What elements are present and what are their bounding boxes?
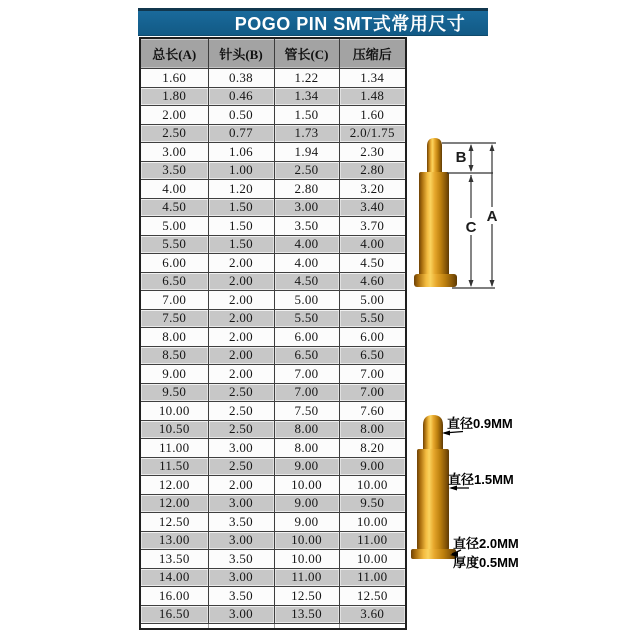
table-cell: 2.00 <box>208 309 274 328</box>
table-row <box>140 69 406 88</box>
table-row <box>140 124 406 143</box>
table-cell: 4.60 <box>339 272 406 291</box>
table-cell: 3.50 <box>208 550 274 569</box>
pin-plunger <box>427 138 442 176</box>
table-row <box>140 439 406 458</box>
table-cell: 4.00 <box>140 180 208 199</box>
table-cell: 1.60 <box>339 106 406 125</box>
table-cell: 0.50 <box>208 106 274 125</box>
table-row <box>140 531 406 550</box>
table-cell: 5.50 <box>140 235 208 254</box>
table-cell: 1.20 <box>208 180 274 199</box>
table-cell: 9.00 <box>274 494 339 513</box>
table-row <box>140 457 406 476</box>
table-cell: 1.34 <box>274 87 339 106</box>
table-cell: 1.22 <box>274 69 339 88</box>
table-row <box>140 272 406 291</box>
table-cell: 7.60 <box>339 402 406 421</box>
table-cell: 3.00 <box>208 605 274 624</box>
table-cell: 9.00 <box>140 365 208 384</box>
table-cell: 3.50 <box>274 217 339 236</box>
table-cell: 3.50 <box>208 587 274 606</box>
table-cell: 11.00 <box>339 568 406 587</box>
col-header-tube-length: 管长(C) <box>274 38 339 69</box>
col-header-compressed: 压缩后 <box>339 38 406 69</box>
table-cell: 6.50 <box>274 346 339 365</box>
table-cell: 1.00 <box>208 161 274 180</box>
table-cell: 2.00 <box>208 272 274 291</box>
table-cell: 1.50 <box>208 198 274 217</box>
table-cell: 4.50 <box>140 198 208 217</box>
table-row <box>140 605 406 624</box>
table-cell: 0.77 <box>208 124 274 143</box>
table-cell: 2.00 <box>208 254 274 273</box>
table-cell: 3.00 <box>208 494 274 513</box>
table-row <box>140 550 406 569</box>
tip-diameter-label: 直径0.9MM <box>447 416 513 431</box>
table-cell: 8.00 <box>274 439 339 458</box>
table-cell: 6.50 <box>339 346 406 365</box>
dimension-label-b: B <box>455 149 467 166</box>
table-cell: 7.00 <box>339 365 406 384</box>
table-cell: 3.60 <box>339 605 406 624</box>
table-cell: 10.00 <box>274 531 339 550</box>
table-cell: 12.50 <box>140 513 208 532</box>
table-row <box>140 513 406 532</box>
table-cell: 14.00 <box>140 568 208 587</box>
table-header-row <box>140 38 406 69</box>
pin-barrel <box>419 172 449 278</box>
table-cell: 3.00 <box>208 531 274 550</box>
pogo-pin-dimension-diagram <box>405 130 507 298</box>
table-cell: 10.50 <box>140 420 208 439</box>
table-row <box>140 235 406 254</box>
pin-flange <box>414 274 457 287</box>
table-cell: 4.00 <box>274 254 339 273</box>
table-cell: 11.00 <box>140 439 208 458</box>
table-cell: 5.50 <box>339 309 406 328</box>
table-cell: 6.50 <box>140 272 208 291</box>
table-cell: 8.00 <box>339 420 406 439</box>
pin-barrel <box>417 449 449 550</box>
flange-diameter-label: 直径2.0MM <box>453 536 519 551</box>
table-cell: 2.80 <box>339 161 406 180</box>
table-cell: 6.00 <box>339 328 406 347</box>
table-row <box>140 346 406 365</box>
table-cell: 12.00 <box>140 476 208 495</box>
table-row <box>140 106 406 125</box>
table-cell: 2.00 <box>208 346 274 365</box>
table-cell: 7.00 <box>274 365 339 384</box>
table-cell: 2.50 <box>208 420 274 439</box>
table-cell: 2.80 <box>274 180 339 199</box>
table-cell <box>208 624 274 630</box>
table-cell: 7.00 <box>140 291 208 310</box>
table-cell: 3.70 <box>339 217 406 236</box>
table-cell: 1.60 <box>140 69 208 88</box>
col-header-tip: 针头(B) <box>208 38 274 69</box>
table-row-stub <box>140 624 406 630</box>
spec-table <box>139 37 407 630</box>
flange-thickness-label: 厚度0.5MM <box>453 555 519 570</box>
table-cell: 2.00 <box>208 476 274 495</box>
table-row <box>140 217 406 236</box>
table-cell: 8.00 <box>140 328 208 347</box>
table-cell: 3.00 <box>274 198 339 217</box>
table-cell: 10.00 <box>339 476 406 495</box>
table-cell: 4.00 <box>339 235 406 254</box>
table-row <box>140 309 406 328</box>
table-cell: 4.50 <box>339 254 406 273</box>
table-cell: 10.00 <box>339 550 406 569</box>
table-cell: 8.20 <box>339 439 406 458</box>
table-cell: 6.00 <box>140 254 208 273</box>
table-row <box>140 587 406 606</box>
table-cell: 13.50 <box>140 550 208 569</box>
table-row <box>140 568 406 587</box>
table-cell: 3.00 <box>140 143 208 162</box>
pogo-pin-illustration <box>411 415 456 559</box>
table-cell: 1.80 <box>140 87 208 106</box>
table-cell: 9.00 <box>274 457 339 476</box>
table-cell: 9.50 <box>140 383 208 402</box>
table-cell: 7.50 <box>140 309 208 328</box>
table-cell: 2.00 <box>140 106 208 125</box>
table-row <box>140 420 406 439</box>
col-header-total-length: 总长(A) <box>140 38 208 69</box>
table-cell: 6.00 <box>274 328 339 347</box>
table-cell: 1.34 <box>339 69 406 88</box>
pogo-pin-illustration <box>414 138 457 287</box>
table-cell: 0.38 <box>208 69 274 88</box>
table-cell: 2.50 <box>140 124 208 143</box>
table-cell: 2.30 <box>339 143 406 162</box>
table-cell: 9.50 <box>339 494 406 513</box>
spec-table-body <box>140 69 406 630</box>
table-cell: 1.50 <box>208 235 274 254</box>
table-cell: 5.50 <box>274 309 339 328</box>
table-cell: 2.0/1.75 <box>339 124 406 143</box>
table-cell: 10.00 <box>274 476 339 495</box>
pin-flange <box>411 549 456 559</box>
table-cell: 12.50 <box>274 587 339 606</box>
table-cell: 11.00 <box>339 531 406 550</box>
table-cell: 2.00 <box>208 328 274 347</box>
table-cell: 2.00 <box>208 365 274 384</box>
table-cell: 5.00 <box>274 291 339 310</box>
table-row <box>140 476 406 495</box>
table-cell: 3.40 <box>339 198 406 217</box>
table-cell: 1.94 <box>274 143 339 162</box>
table-cell: 10.00 <box>339 513 406 532</box>
table-cell: 3.20 <box>339 180 406 199</box>
table-cell: 2.50 <box>208 402 274 421</box>
table-cell: 2.00 <box>208 291 274 310</box>
table-cell: 9.00 <box>274 513 339 532</box>
table-row <box>140 87 406 106</box>
table-row <box>140 328 406 347</box>
table-cell: 9.00 <box>339 457 406 476</box>
title-bar <box>138 8 488 36</box>
table-cell: 2.50 <box>208 383 274 402</box>
table-cell: 13.50 <box>274 605 339 624</box>
table-cell <box>274 624 339 630</box>
dimension-label-a: A <box>486 208 498 225</box>
table-cell: 4.50 <box>274 272 339 291</box>
table-cell: 7.00 <box>339 383 406 402</box>
table-cell: 5.00 <box>339 291 406 310</box>
table-row <box>140 254 406 273</box>
table-cell: 7.50 <box>274 402 339 421</box>
table-cell: 11.50 <box>140 457 208 476</box>
table-cell: 7.00 <box>274 383 339 402</box>
table-cell: 2.50 <box>274 161 339 180</box>
table-cell <box>140 624 208 630</box>
table-cell: 12.00 <box>140 494 208 513</box>
table-cell: 3.00 <box>208 568 274 587</box>
table-cell: 1.50 <box>274 106 339 125</box>
table-cell: 5.00 <box>140 217 208 236</box>
table-cell <box>339 624 406 630</box>
table-cell: 3.50 <box>208 513 274 532</box>
pin-plunger <box>423 415 443 452</box>
table-cell: 11.00 <box>274 568 339 587</box>
table-cell: 2.50 <box>208 457 274 476</box>
table-row <box>140 402 406 421</box>
table-row <box>140 291 406 310</box>
table-row <box>140 494 406 513</box>
table-cell: 3.50 <box>140 161 208 180</box>
page-title: POGO PIN SMT式常用尺寸 <box>234 14 466 34</box>
pogo-pin-diameter-diagram <box>405 406 523 576</box>
table-cell: 10.00 <box>274 550 339 569</box>
table-cell: 1.50 <box>208 217 274 236</box>
table-cell: 1.48 <box>339 87 406 106</box>
table-row <box>140 198 406 217</box>
table-row <box>140 383 406 402</box>
dimension-label-c: C <box>465 219 477 236</box>
barrel-diameter-label: 直径1.5MM <box>448 472 514 487</box>
table-cell: 4.00 <box>274 235 339 254</box>
table-cell: 10.00 <box>140 402 208 421</box>
table-row <box>140 161 406 180</box>
table-cell: 8.50 <box>140 346 208 365</box>
table-cell: 0.46 <box>208 87 274 106</box>
table-cell: 8.00 <box>274 420 339 439</box>
table-cell: 1.06 <box>208 143 274 162</box>
table-cell: 1.73 <box>274 124 339 143</box>
table-cell: 16.00 <box>140 587 208 606</box>
table-row <box>140 180 406 199</box>
table-cell: 3.00 <box>208 439 274 458</box>
table-cell: 16.50 <box>140 605 208 624</box>
table-cell: 13.00 <box>140 531 208 550</box>
table-cell: 12.50 <box>339 587 406 606</box>
table-row <box>140 143 406 162</box>
table-row <box>140 365 406 384</box>
